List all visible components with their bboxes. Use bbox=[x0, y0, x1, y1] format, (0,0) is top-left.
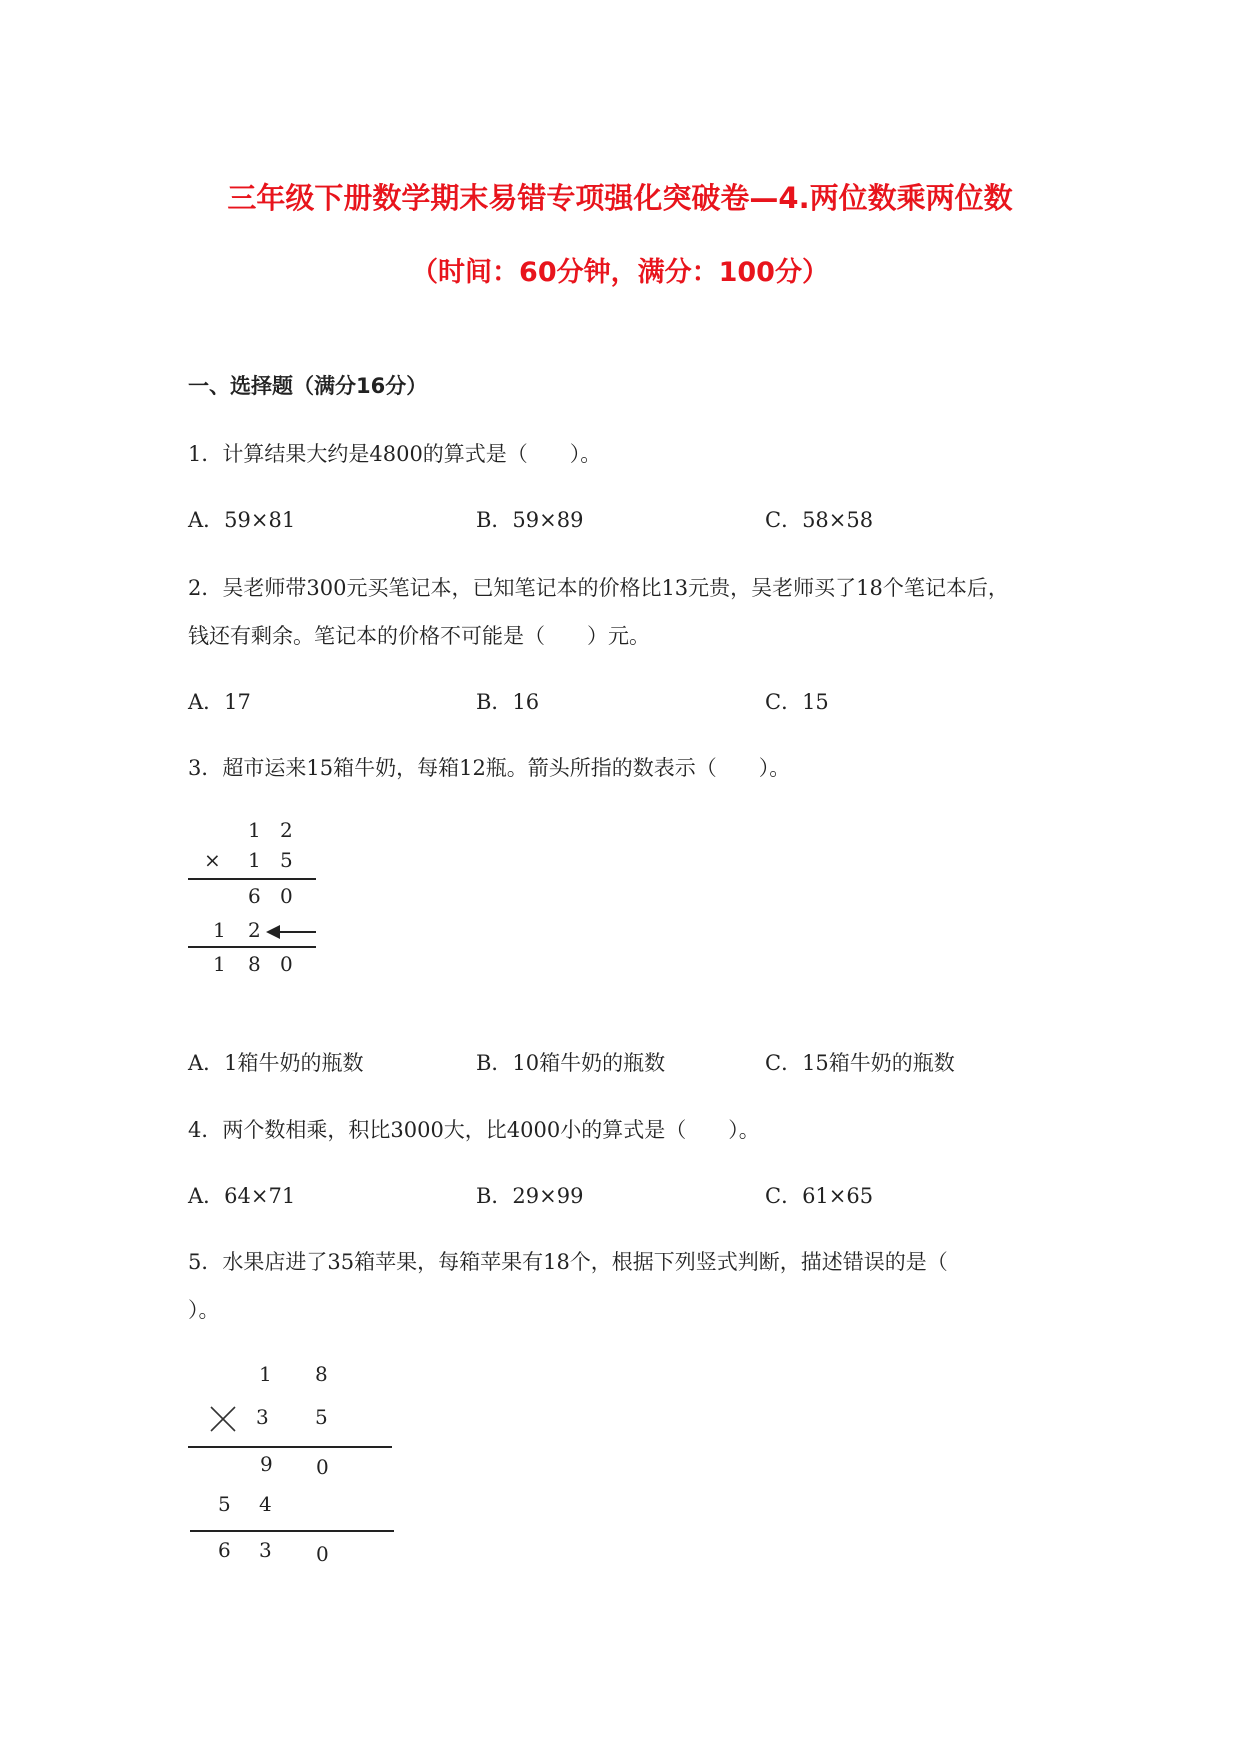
q5-row3-digit-1: 9 bbox=[260, 1452, 273, 1476]
question-5-text-line1: 5．水果店进了35箱苹果，每箱苹果有18个，根据下列竖式判断，描述错误的是（ bbox=[188, 1250, 948, 1274]
q3-row5-digit-1: 1 bbox=[213, 952, 226, 976]
question-4-text: 4．两个数相乘，积比3000大，比4000小的算式是（ ）。 bbox=[188, 1118, 760, 1142]
question-2-text-line1: 2．吴老师带300元买笔记本，已知笔记本的价格比13元贵，吴老师买了18个笔记本后， bbox=[188, 576, 1009, 600]
question-4-option-b: B．29×99 bbox=[476, 1184, 584, 1208]
q5-row5-digit-2: 3 bbox=[259, 1538, 272, 1562]
question-1-option-b: B．59×89 bbox=[476, 508, 584, 532]
question-4-option-c: C．61×65 bbox=[765, 1184, 874, 1208]
question-3-option-c: C．15箱牛奶的瓶数 bbox=[765, 1051, 955, 1075]
q5-row5-digit-1: 6 bbox=[218, 1538, 231, 1562]
q5-row4-digit-2: 4 bbox=[259, 1492, 272, 1516]
q3-row1-digit-2: 2 bbox=[280, 818, 293, 842]
q3-row2-digit-2: 5 bbox=[280, 848, 293, 872]
q3-divider-2 bbox=[188, 946, 316, 948]
question-2-option-c: C．15 bbox=[765, 690, 829, 714]
q5-divider-1 bbox=[188, 1446, 392, 1448]
question-1-option-c: C．58×58 bbox=[765, 508, 874, 532]
question-3-option-b: B．10箱牛奶的瓶数 bbox=[476, 1051, 666, 1075]
q5-divider-2 bbox=[190, 1530, 394, 1532]
q3-row4-digit-2: 2 bbox=[248, 918, 261, 942]
q3-divider-1 bbox=[188, 878, 316, 880]
question-3-option-a: A．1箱牛奶的瓶数 bbox=[188, 1051, 364, 1075]
q5-row3-digit-2: 0 bbox=[316, 1455, 329, 1479]
page-subtitle: （时间：60分钟，满分：100分） bbox=[411, 257, 829, 288]
q3-row1-digit-1: 1 bbox=[248, 818, 261, 842]
question-2-text-line2: 钱还有剩余。笔记本的价格不可能是（ ）元。 bbox=[188, 624, 650, 648]
q5-row2-digit-2: 5 bbox=[315, 1405, 328, 1429]
question-5-text-line2: ）。 bbox=[188, 1298, 220, 1322]
q3-row4-digit-1: 1 bbox=[213, 918, 226, 942]
section-heading: 一、选择题（满分16分） bbox=[188, 374, 428, 398]
question-2-option-a: A．17 bbox=[188, 690, 251, 714]
q5-row4-digit-1: 5 bbox=[218, 1492, 231, 1516]
q5-row2-digit-1: 3 bbox=[256, 1405, 269, 1429]
q3-row5-digit-2: 8 bbox=[248, 952, 261, 976]
page-title: 三年级下册数学期末易错专项强化突破卷—4.两位数乘两位数 bbox=[227, 181, 1013, 215]
arrow-left-icon bbox=[266, 922, 318, 942]
question-1-option-a: A．59×81 bbox=[188, 508, 296, 532]
question-1-text: 1．计算结果大约是4800的算式是（ ）。 bbox=[188, 442, 602, 466]
question-3-text: 3．超市运来15箱牛奶，每箱12瓶。箭头所指的数表示（ ）。 bbox=[188, 756, 791, 780]
q3-row3-digit-2: 0 bbox=[280, 884, 293, 908]
question-2-option-b: B．16 bbox=[476, 690, 540, 714]
question-4-option-a: A．64×71 bbox=[188, 1184, 296, 1208]
q5-row5-digit-3: 0 bbox=[316, 1542, 329, 1566]
q3-row2-digit-1: 1 bbox=[248, 848, 261, 872]
q3-row3-digit-1: 6 bbox=[248, 884, 261, 908]
q5-row1-digit-1: 1 bbox=[259, 1362, 272, 1386]
q3-row5-digit-3: 0 bbox=[280, 952, 293, 976]
multiply-sign-icon bbox=[208, 1404, 238, 1434]
q5-row1-digit-2: 8 bbox=[315, 1362, 328, 1386]
multiply-sign-icon: × bbox=[204, 848, 221, 872]
